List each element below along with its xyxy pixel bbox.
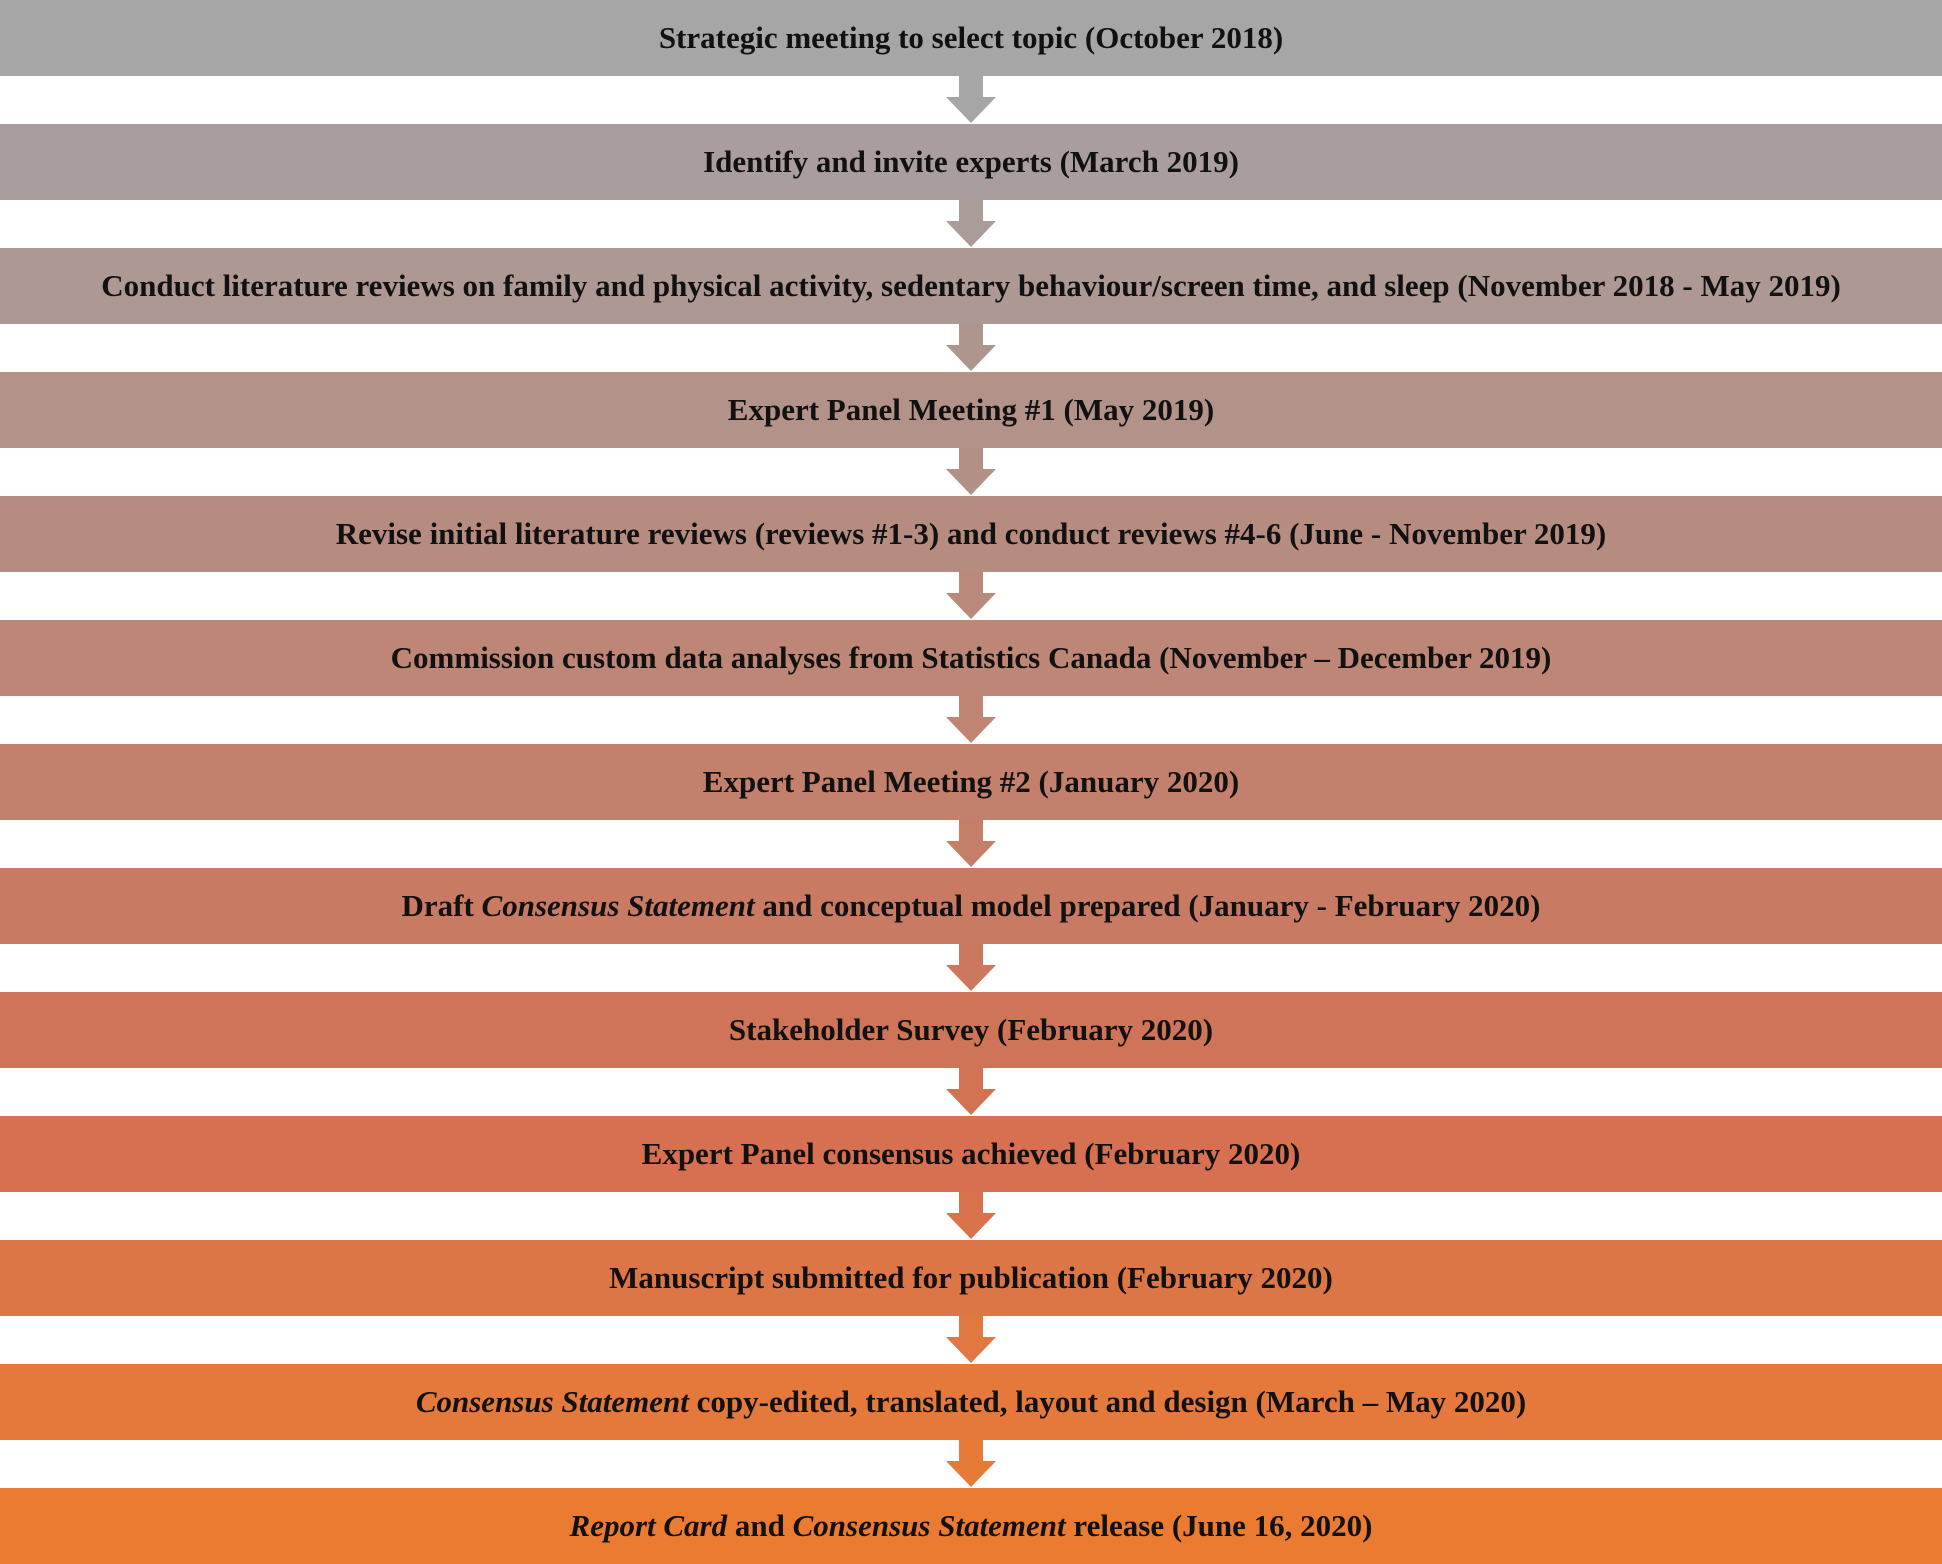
step-label-segment: Consensus Statement xyxy=(792,1508,1066,1543)
step-label-3 xyxy=(101,268,1841,304)
step-label-segment: release (June 16, 2020) xyxy=(1065,1508,1373,1543)
step-label-segment: Manuscript submitted for publication (February 2020) xyxy=(609,1260,1333,1295)
step-label-segment: Stakeholder Survey (February 2020) xyxy=(728,1012,1214,1047)
step-box-8 xyxy=(0,868,1942,944)
down-arrow-icon xyxy=(946,695,996,743)
step-label-segment: Identify and invite experts (March 2019) xyxy=(703,144,1239,179)
step-label-segment: Expert Panel consensus achieved (February 2020) xyxy=(641,1136,1301,1171)
step-box-4 xyxy=(0,372,1942,448)
step-label-segment: Commission custom data analyses from Statistics Canada (November – December 2019) xyxy=(390,640,1552,675)
step-label-segment: Consensus Statement xyxy=(481,888,755,923)
down-arrow-icon xyxy=(946,1439,996,1487)
step-label-4 xyxy=(728,392,1214,428)
step-label-segment: Expert Panel Meeting #1 (May 2019) xyxy=(727,392,1215,427)
step-box-10 xyxy=(0,1116,1942,1192)
down-arrow-icon xyxy=(946,447,996,495)
step-label-segment: Report Card xyxy=(569,1508,728,1543)
down-arrow-icon xyxy=(946,571,996,619)
step-label-segment: and xyxy=(727,1508,793,1543)
step-label-7 xyxy=(703,764,1239,800)
down-arrow-icon xyxy=(946,1191,996,1239)
step-label-6 xyxy=(391,640,1552,676)
step-label-12 xyxy=(416,1384,1526,1420)
step-label-segment: Conduct literature reviews on family and physical activity, sedentary behaviour/screen time, and sleep (November 2018 - May 2019) xyxy=(101,268,1841,303)
step-label-2 xyxy=(703,144,1239,180)
step-label-9 xyxy=(729,1012,1213,1048)
step-box-7 xyxy=(0,744,1942,820)
step-label-13 xyxy=(570,1508,1373,1544)
step-label-10 xyxy=(642,1136,1301,1172)
step-box-11 xyxy=(0,1240,1942,1316)
down-arrow-icon xyxy=(946,323,996,371)
step-box-3 xyxy=(0,248,1942,324)
down-arrow-icon xyxy=(946,1067,996,1115)
down-arrow-icon xyxy=(946,75,996,123)
step-label-11 xyxy=(609,1260,1333,1296)
step-label-segment: Draft xyxy=(401,888,482,923)
down-arrow-icon xyxy=(946,199,996,247)
step-label-segment: Consensus Statement xyxy=(415,1384,689,1419)
step-label-segment: Revise initial literature reviews (reviews #1-3) and conduct reviews #4-6 (June - November 2019) xyxy=(335,516,1607,551)
step-box-1 xyxy=(0,0,1942,76)
step-label-segment: Expert Panel Meeting #2 (January 2020) xyxy=(702,764,1240,799)
step-label-1 xyxy=(659,20,1283,56)
down-arrow-icon xyxy=(946,943,996,991)
step-box-9 xyxy=(0,992,1942,1068)
step-label-8 xyxy=(401,888,1540,924)
step-box-12 xyxy=(0,1364,1942,1440)
down-arrow-icon xyxy=(946,819,996,867)
step-box-13 xyxy=(0,1488,1942,1564)
down-arrow-icon xyxy=(946,1315,996,1363)
step-label-segment: Strategic meeting to select topic (October 2018) xyxy=(658,20,1284,55)
step-label-segment: and conceptual model prepared (January - February 2020) xyxy=(754,888,1541,923)
step-box-5 xyxy=(0,496,1942,572)
step-label-segment: copy-edited, translated, layout and design (March – May 2020) xyxy=(688,1384,1527,1419)
step-box-2 xyxy=(0,124,1942,200)
step-label-5 xyxy=(336,516,1607,552)
step-box-6 xyxy=(0,620,1942,696)
